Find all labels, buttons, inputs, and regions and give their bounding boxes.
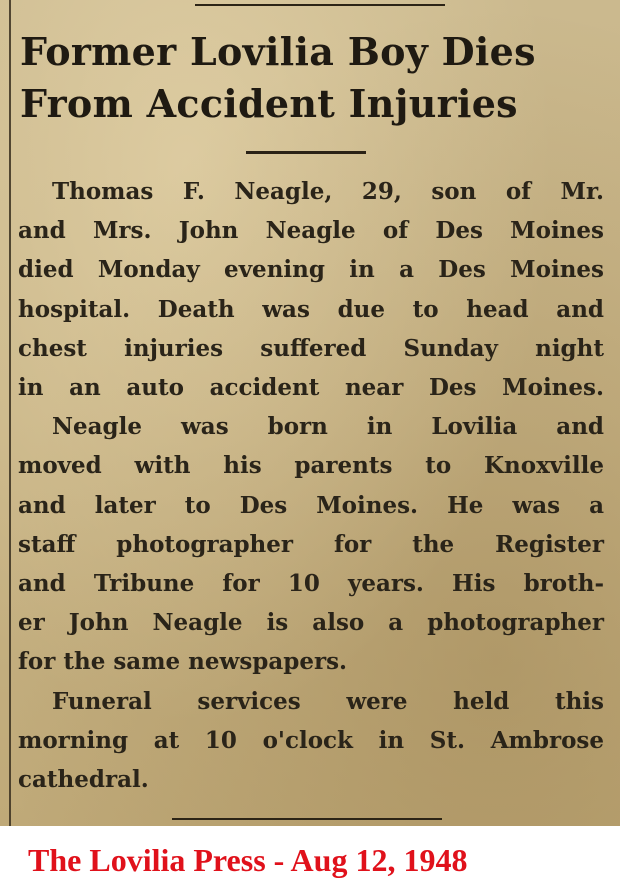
body-line: moved with his parents to Knoxville (18, 452, 604, 480)
body-line: Funeral services were held this (52, 687, 604, 715)
headline-line-2: From Accident Injuries (20, 81, 518, 126)
body-line: and Tribune for 10 years. His broth- (18, 570, 604, 598)
headline-line-1: Former Lovilia Boy Dies (20, 29, 536, 74)
body-line: chest injuries suffered Sunday night (18, 334, 604, 362)
body-line: er John Neagle is also a photographer (18, 609, 604, 637)
body-line: in an auto accident near Des Moines. (18, 374, 604, 402)
top-divider-rule (195, 4, 445, 6)
body-line: Thomas F. Neagle, 29, son of Mr. (52, 178, 604, 205)
bottom-divider-rule (172, 818, 442, 820)
body-line: staff photographer for the Register (18, 530, 604, 558)
body-line: died Monday evening in a Des Moines (18, 256, 604, 284)
body-line: morning at 10 o'clock in St. Ambrose (18, 726, 604, 754)
article-headline (20, 26, 610, 130)
source-caption: The Lovilia Press - Aug 12, 1948 (28, 842, 468, 878)
body-line: Neagle was born in Lovilia and (52, 413, 604, 441)
body-line: and later to Des Moines. He was a (18, 491, 604, 519)
body-line: and Mrs. John Neagle of Des Moines (18, 217, 604, 245)
headline-divider-rule (246, 151, 366, 154)
article-body (18, 172, 604, 799)
column-rule-left (9, 0, 11, 826)
body-line: for the same newspapers. (18, 648, 348, 676)
body-line: hospital. Death was due to head and (18, 295, 604, 323)
body-line: cathedral. (18, 766, 149, 794)
